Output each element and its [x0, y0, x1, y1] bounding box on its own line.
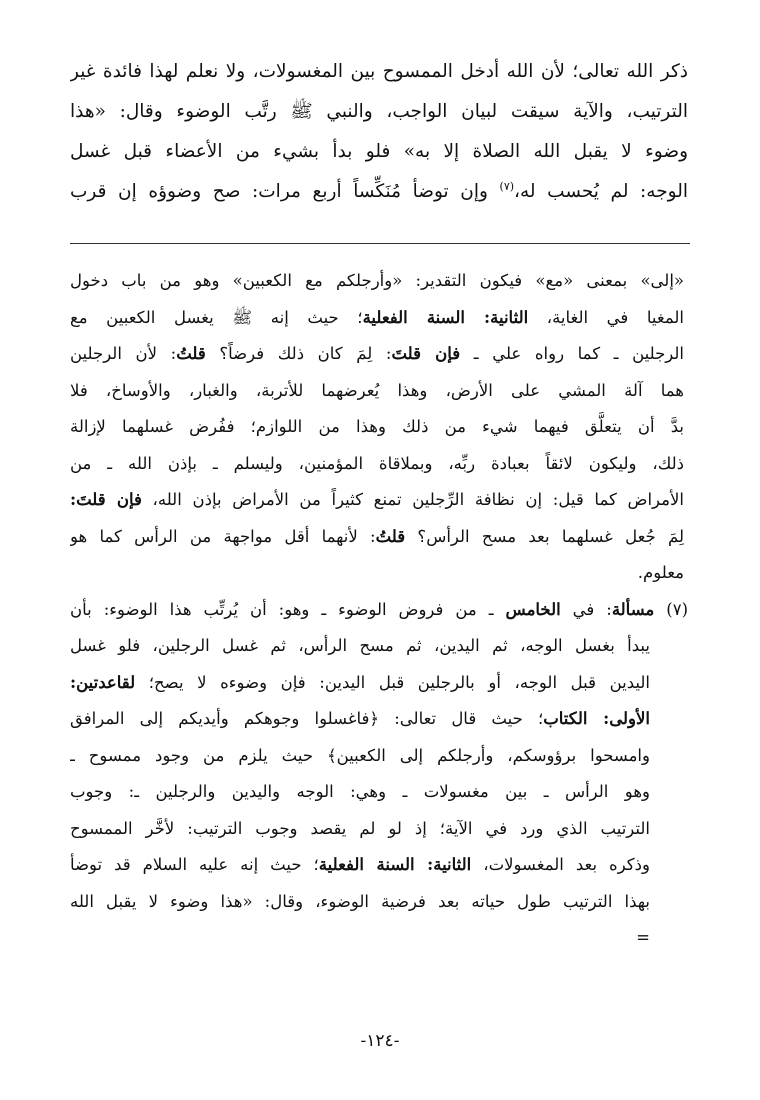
main-line-part: الوجه: لم يُحسب له،: [514, 181, 688, 202]
footnote-text: : لِمَ كان ذلك فرضاً؟: [205, 344, 392, 363]
footnote-bold: لقاعدتين:: [70, 672, 136, 692]
footnote-7-line: [70, 592, 688, 629]
footnote-reference[interactable]: (٧): [499, 179, 515, 193]
footnote-line: معلوم.: [637, 563, 684, 582]
footnote-line: [70, 519, 688, 556]
continuation-mark: =: [636, 928, 650, 947]
footnote-text: لِمَ جُعل غسلهما بعد مسح الرأس؟: [405, 526, 684, 546]
footnotes: [70, 263, 688, 957]
footnote-bold: الخامس: [505, 599, 561, 619]
footnote-text: الأمراض كما قيل: إن نظافة الرِّجلين تمنع كثيراً من الأمراض بإذن الله،: [141, 490, 684, 509]
footnote-line: [70, 300, 688, 337]
footnote-7-line: يبدأ بغسل الوجه، ثم اليدين، ثم مسح الرأس، ثم غسل الرجلين، فلو غسل: [70, 636, 650, 655]
footnote-separator: [70, 243, 690, 244]
footnote-bold: الثانية: السنة الفعلية: [318, 855, 472, 874]
footnote-7-line: الترتيب الذي ورد في الآية؛ إذ لو لم يقصد وجوب الترتيب: لأخَّر الممسوح: [70, 818, 650, 838]
footnote-line: «إلى» بمعنى «مع» فيكون التقدير: «وأرجلكم مع الكعبين» وهو من باب دخول: [70, 271, 684, 290]
main-line: ذكر الله تعالى؛ لأن الله أدخل الممسوح بين المغسولات، ولا نعلم لهذا فائدة غير: [70, 61, 688, 82]
footnote-bold: فإن قلتَ: [391, 344, 461, 363]
footnote-bold: مسألة: [611, 599, 655, 619]
footnote-7-line: بهذا الترتيب طول حياته بعد فرضية الوضوء، وقال: «هذا وضوء لا يقبل الله: [70, 891, 650, 911]
footnote-text: ؛ حيث إنه عليه السلام قد توضأ: [70, 855, 319, 874]
page-number: -١٢٤-: [360, 1031, 400, 1051]
footnote-text: الرجلين ـ كما رواه علي ـ: [460, 344, 685, 363]
footnote-text: : في: [560, 599, 612, 619]
footnote-text: ؛ حيث إنه ﷺ يغسل الكعبين مع: [70, 307, 363, 327]
footnote-text: : لأن الرجلين: [70, 344, 177, 363]
main-line-part: وإن توضأ مُنَكِّساً أربع مرات: صح وضوؤه إن قرب: [70, 181, 500, 202]
footnote-line: ذلك، وليكون لائقاً بعبادة ربِّه، وبملاقاة المؤمنين، وليسلم ـ بإذن الله ـ من: [70, 453, 684, 473]
footnote-text: وذكره بعد المغسولات،: [471, 855, 650, 874]
footnote-text: ـ من فروض الوضوء ـ وهو: أن يُرتِّب هذا الوضوء: بأن: [70, 599, 506, 619]
main-text: [70, 52, 688, 212]
main-line: وضوء لا يقبل الله الصلاة إلا به» فلو بدأ بشيء من الأعضاء قبل غسل: [70, 141, 688, 162]
footnote-7-line: [70, 665, 688, 702]
footnote-bold: قلتُ: [375, 526, 406, 546]
footnote-text: اليدين قبل الوجه، أو بالرجلين قبل اليدين: فإن وضوءه لا يصح؛: [135, 672, 650, 692]
footnote-bold: الثانية: السنة الفعلية: [362, 307, 529, 327]
main-line: [70, 172, 688, 212]
footnote-bold: فإن قلتَ:: [70, 490, 142, 509]
footnote-7-line: وامسحوا برؤوسكم، وأرجلكم إلى الكعبين﴾ حيث يلزم من وجود ممسوح ـ: [70, 745, 650, 765]
footnote-7-line: وهو الرأس ـ بين مغسولات ـ وهي: الوجه واليدين والرجلين ـ: وجوب: [70, 782, 650, 801]
footnote-text: : لأنهما أقل مواجهة من الرأس كما هو: [70, 526, 376, 546]
footnote-bold: قلتُ: [176, 344, 206, 363]
main-line: الترتيب، والآية سيقت لبيان الواجب، والنبي ﷺ رتَّب الوضوء وقال: «هذا: [70, 101, 688, 122]
footnote-line: [70, 482, 688, 519]
footnote-line: [70, 336, 688, 373]
footnote-line: هما آلة المشي على الأرض، وهذا يُعرضهما للأتربة، والغبار، والأوساخ، فلا: [70, 380, 684, 400]
footnote-7-line: [70, 701, 688, 738]
footnote-number: (٧): [654, 599, 688, 619]
footnote-bold: الأولى: الكتاب: [543, 709, 650, 728]
footnote-7-line: [70, 847, 688, 884]
footnote-text: ؛ حيث قال تعالى: ﴿فاغسلوا وجوهكم وأيديكم إلى المرافق: [70, 709, 544, 728]
footnote-text: المغيا في الغاية،: [528, 307, 685, 327]
footnote-line: بدَّ أن يتعلَّق فيهما شيء من ذلك وهذا من اللوازم؛ ففُرض غسلهما لإزالة: [70, 417, 684, 436]
